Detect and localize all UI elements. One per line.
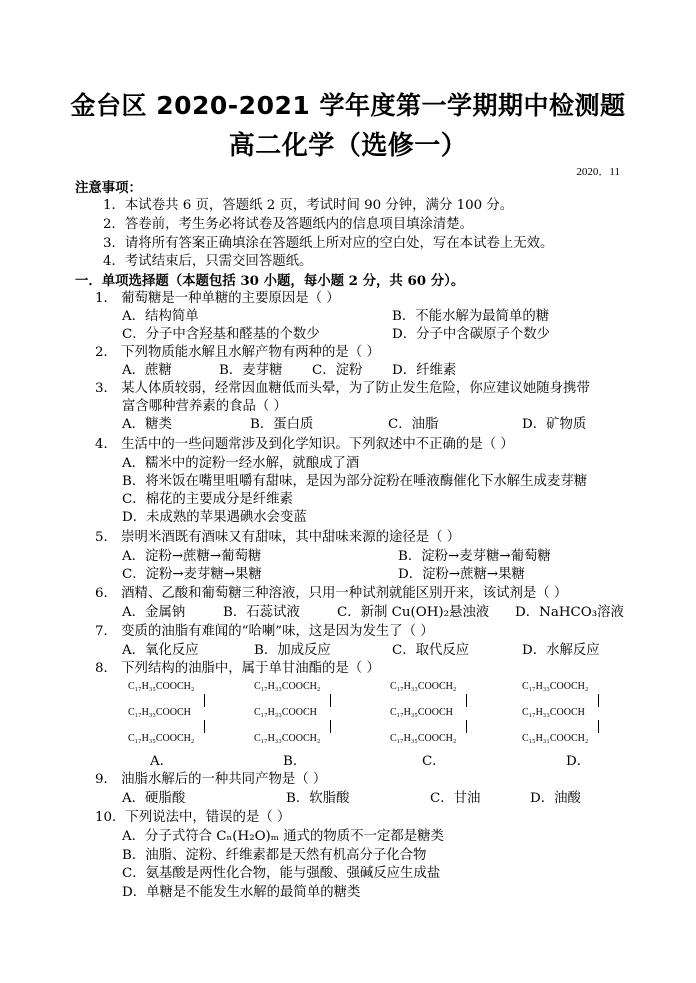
question-3-option-a: A．糖类 — [122, 417, 172, 432]
structure-c-row2: C₁₇H₃₅COOCH — [390, 707, 453, 718]
structure-a-bond1 — [204, 694, 205, 707]
structure-b-row1: C₁₇H₃₃COOCH₂ — [254, 681, 321, 692]
question-9-stem: 9． 油脂水解后的一种共同产物是（ ） — [95, 772, 327, 787]
question-1-stem: 1． 葡萄糖是一种单糖的主要原因是（ ） — [95, 291, 340, 306]
question-1-option-b: B．不能水解为最简单的糖 — [392, 309, 550, 324]
question-3-stem-cont: 富含哪种营养素的食品（ ） — [122, 399, 287, 414]
note-2: 2．答卷前，考生务必将试卷及答题纸内的信息项目填涂清楚。 — [103, 217, 474, 232]
structure-b-row2: C₁₇H₃₃COOCH — [254, 707, 317, 718]
question-10-option-c: C．氨基酸是两性化合物，能与强酸、强碱反应生成盐 — [122, 866, 441, 881]
question-7-option-d: D．水解反应 — [522, 643, 600, 658]
question-2-stem: 2． 下列物质能水解且水解产物有两种的是（ ） — [95, 345, 380, 360]
structure-d-label: D． — [566, 754, 591, 769]
exam-date: 2020．11 — [576, 166, 620, 178]
question-5-option-a: A．淀粉→蔗糖→葡萄糖 — [122, 549, 262, 564]
question-2-option-a: A．蔗糖 — [122, 363, 172, 378]
question-6-option-d: D．NaHCO₃溶液 — [515, 605, 624, 620]
notes-header: 注意事项： — [75, 180, 142, 196]
structure-d-row3: C₁₅H₃₁COOCH₂ — [522, 733, 589, 744]
question-6-option-b: B．石蕊试液 — [223, 605, 300, 620]
question-10-option-a: A．分子式符合 Cₙ(H₂O)ₘ 通式的物质不一定都是糖类 — [122, 829, 444, 844]
note-4: 4．考试结束后，只需交回答题纸。 — [103, 254, 313, 269]
structure-c-label: C． — [422, 754, 446, 769]
question-9-option-b: B．软脂酸 — [286, 791, 350, 806]
structure-c-row3: C₁₇H₃₅COOCH₂ — [390, 733, 457, 744]
structure-b-row3: C₁₇H₃₃COOCH₂ — [254, 733, 321, 744]
question-2-option-c: C．淀粉 — [312, 363, 363, 378]
question-9-option-d: D．油酸 — [530, 791, 581, 806]
question-10-option-d: D．单糖是不能发生水解的最简单的糖类 — [122, 885, 361, 900]
question-3-option-c: C．油脂 — [388, 417, 439, 432]
note-1: 1．本试卷共 6 页，答题纸 2 页，考试时间 90 分钟，满分 100 分。 — [103, 198, 514, 213]
structure-c-bond2 — [466, 720, 467, 733]
page-subtitle: 高二化学（选修一） — [228, 131, 468, 161]
question-7-stem: 7． 变质的油脂有难闻的“哈喇”味，这是因为发生了（ ） — [95, 624, 434, 639]
question-1-option-c: C．分子中含羟基和醛基的个数少 — [122, 327, 320, 342]
question-4-option-a: A．糯米中的淀粉一经水解，就酿成了酒 — [122, 456, 360, 471]
question-2-option-d: D．纤维素 — [392, 363, 457, 378]
question-4-option-b: B．将米饭在嘴里咀嚼有甜味，是因为部分淀粉在唾液酶催化下水解生成麦芽糖 — [122, 474, 588, 489]
question-1-option-a: A．结构简单 — [122, 309, 199, 324]
question-10-option-b: B．油脂、淀粉、纤维素都是天然有机高分子化合物 — [122, 848, 427, 863]
question-7-option-a: A．氧化反应 — [122, 643, 199, 658]
structure-a-label: A． — [150, 754, 174, 769]
structure-d-row2: C₁₇H₃₃COOCH — [522, 707, 585, 718]
structure-b-bond1 — [330, 694, 331, 707]
structure-d-row1: C₁₇H₃₃COOCH₂ — [522, 681, 589, 692]
question-6-option-c: C．新制 Cu(OH)₂悬浊液 — [337, 605, 490, 620]
question-5-option-d: D．淀粉→蔗糖→果糖 — [398, 567, 525, 582]
structure-b-bond2 — [330, 720, 331, 733]
note-3: 3．请将所有答案正确填涂在答题纸上所对应的空白处，写在本试卷上无效。 — [103, 236, 554, 251]
question-5-option-c: C．淀粉→麦芽糖→果糖 — [122, 567, 262, 582]
structure-d-bond2 — [598, 720, 599, 733]
structure-a-bond2 — [204, 720, 205, 733]
question-8-stem: 8． 下列结构的油脂中，属于单甘油酯的是（ ） — [95, 661, 380, 676]
question-9-option-a: A．硬脂酸 — [122, 791, 186, 806]
question-4-option-d: D．未成熟的苹果遇碘水会变蓝 — [122, 510, 307, 525]
question-3-stem: 3． 某人体质较弱，经常因血糖低而头晕，为了防止发生危险，你应建议她随身携带 — [95, 381, 590, 396]
question-6-option-a: A．金属钠 — [122, 605, 186, 620]
structure-c-bond1 — [466, 694, 467, 707]
question-6-stem: 6． 酒精、乙酸和葡萄糖三种溶液，只用一种试剂就能区别开来，该试剂是（ ） — [95, 586, 568, 601]
structure-d-bond1 — [598, 694, 599, 707]
question-2-option-b: B．麦芽糖 — [219, 363, 283, 378]
question-5-stem: 5． 崇明米酒既有酒味又有甜味，其中甜味来源的途径是（ ） — [95, 530, 461, 545]
structure-a-row1: C₁₇H₃₅COOCH₂ — [128, 681, 195, 692]
structure-a-row3: C₁₇H₃₅COOCH₂ — [128, 733, 195, 744]
question-4-stem: 4． 生活中的一些问题常涉及到化学知识。下列叙述中不正确的是（ ） — [95, 437, 514, 452]
question-1-option-d: D．分子中含碳原子个数少 — [392, 327, 551, 342]
question-7-option-b: B．加成反应 — [254, 643, 331, 658]
question-10-stem: 10．下列说法中，错误的是（ ） — [95, 810, 291, 825]
structure-c-row1: C₁₇H₃₃COOCH₂ — [390, 681, 457, 692]
question-3-option-b: B．蛋白质 — [250, 417, 314, 432]
question-4-option-c: C．棉花的主要成分是纤维素 — [122, 492, 293, 507]
structure-a-row2: C₁₇H₃₃COOCH — [128, 707, 191, 718]
structure-b-label: B． — [283, 754, 307, 769]
question-9-option-c: C．甘油 — [430, 791, 481, 806]
question-5-option-b: B．淀粉→麦芽糖→葡萄糖 — [398, 549, 551, 564]
question-7-option-c: C．取代反应 — [392, 643, 470, 658]
question-3-option-d: D．矿物质 — [522, 417, 587, 432]
section-heading: 一．单项选择题（本题包括 30 小题，每小题 2 分，共 60 分）。 — [75, 273, 465, 289]
page-title: 金台区 2020-2021 学年度第一学期期中检测题 — [70, 91, 626, 120]
